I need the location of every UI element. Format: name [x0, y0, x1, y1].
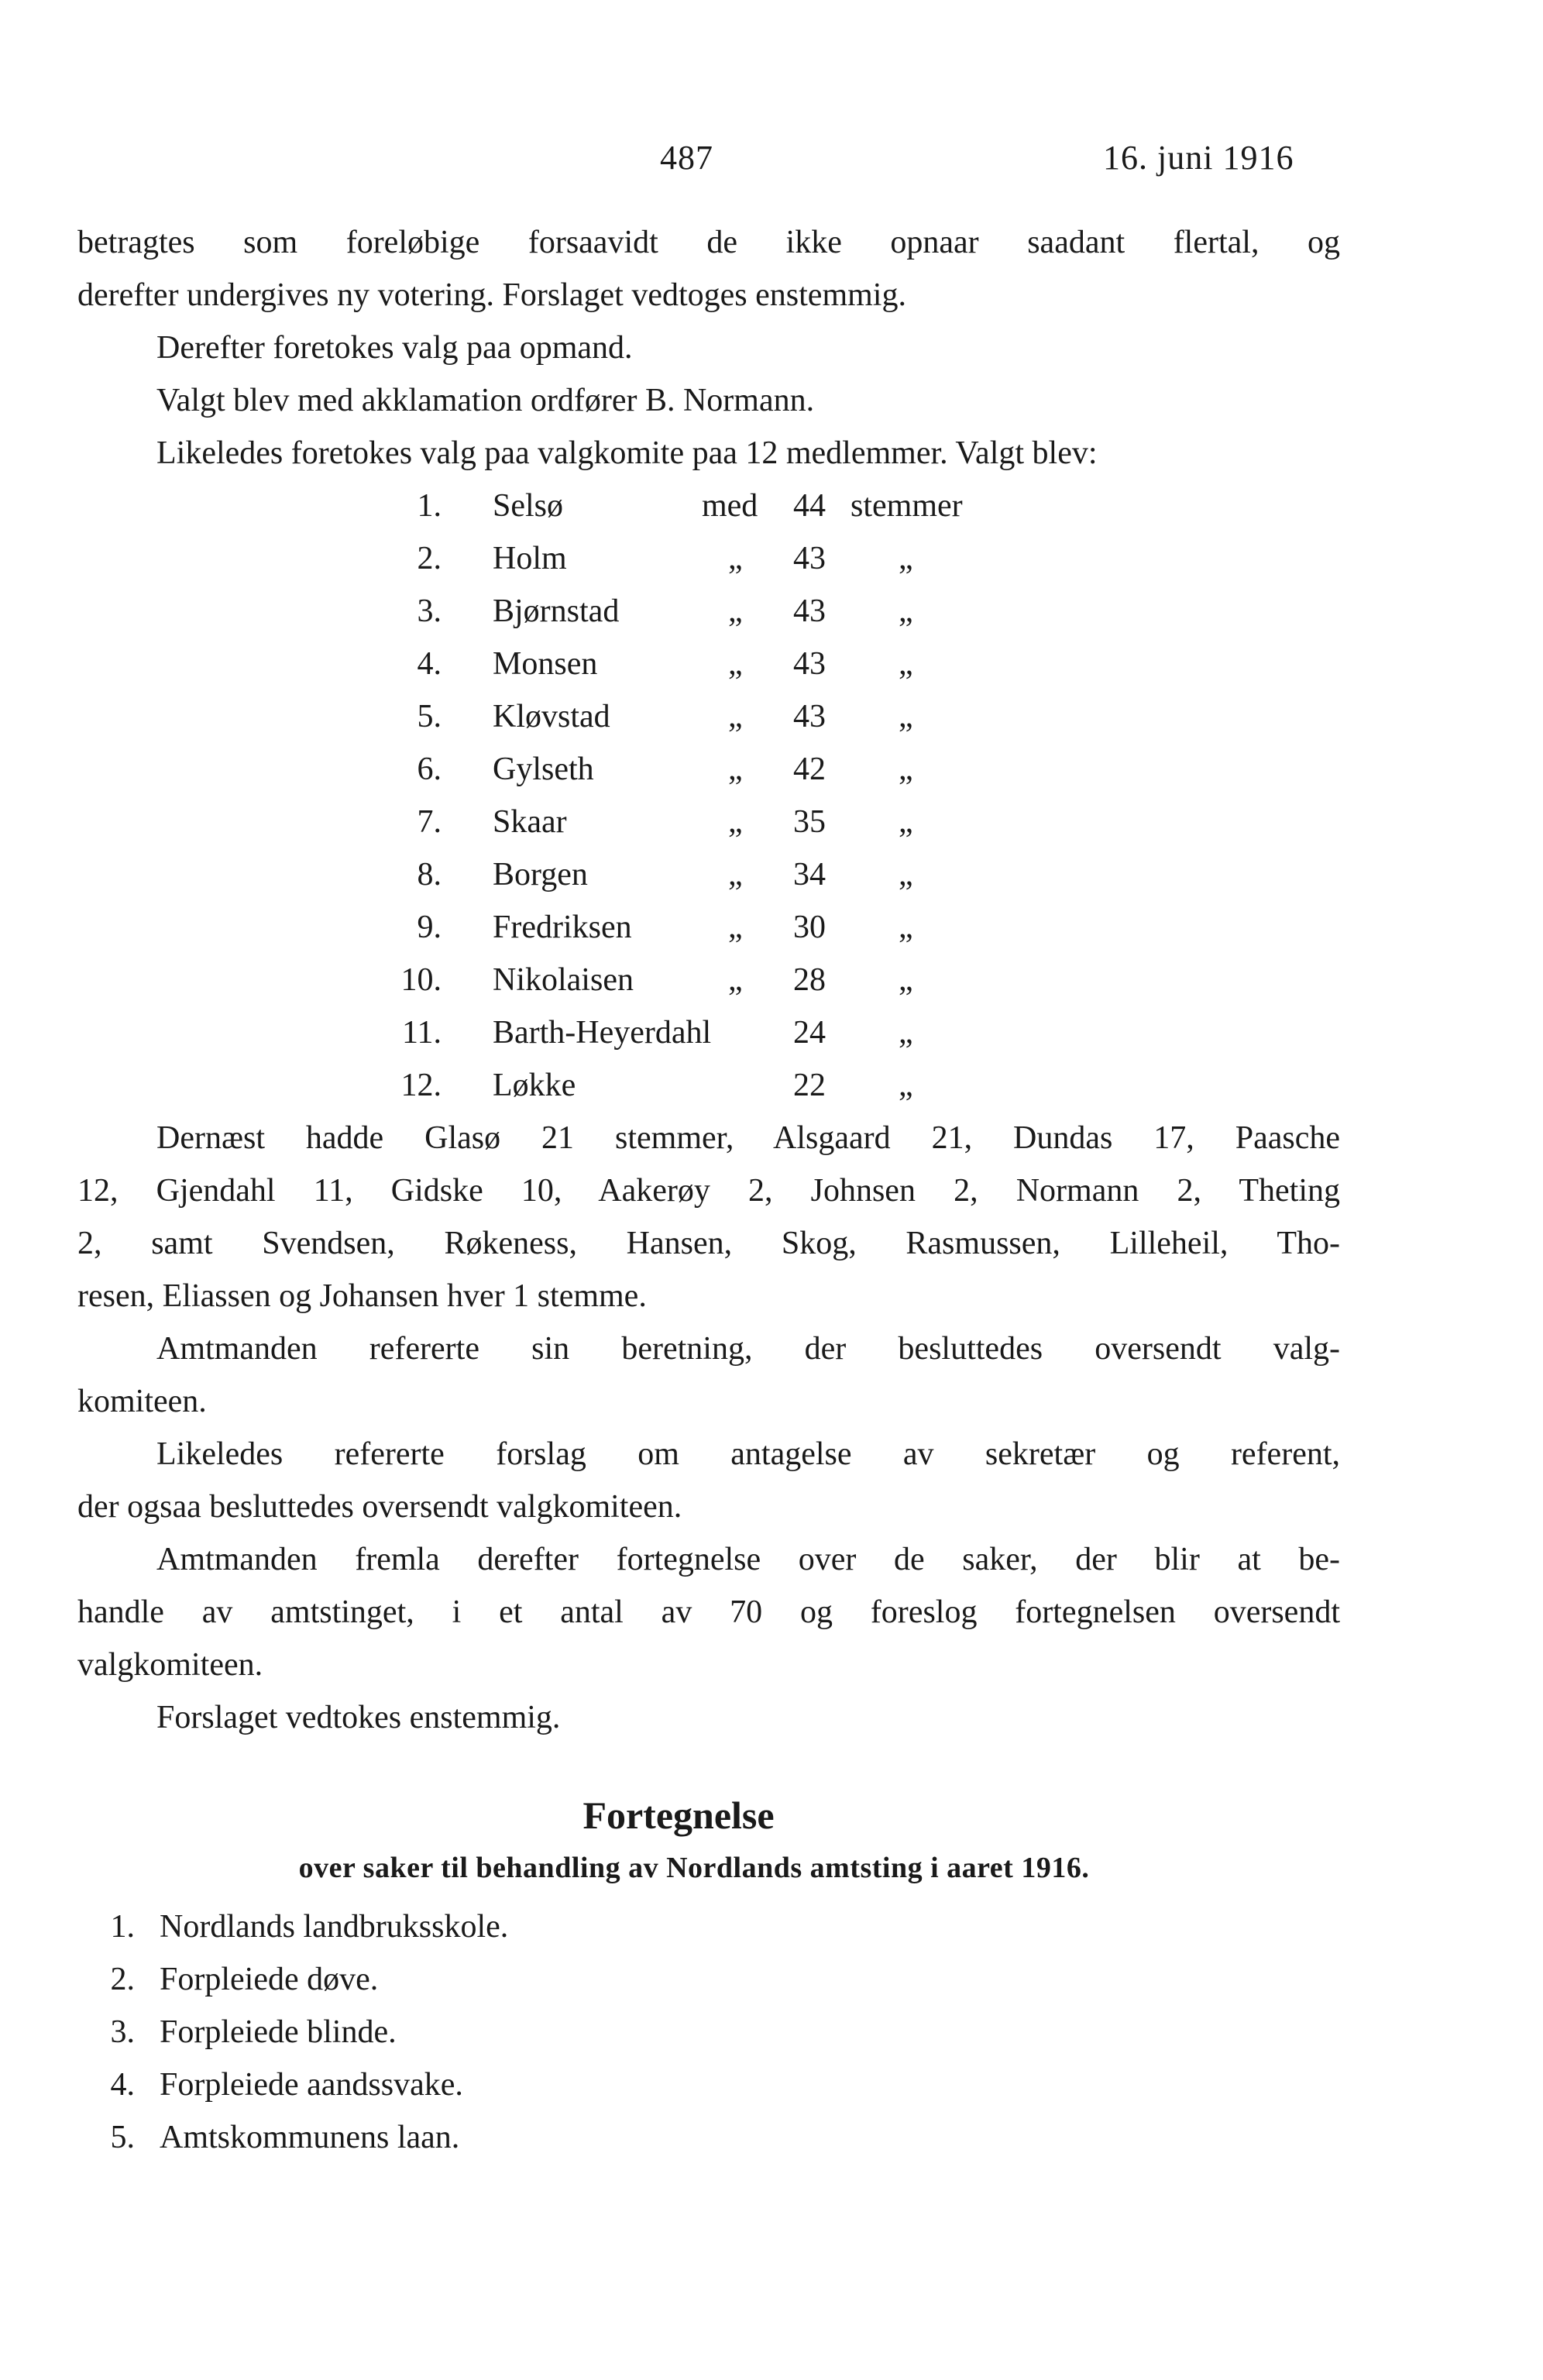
intro-line: Derefter foretokes valg paa opmand.: [156, 330, 633, 366]
vote-name: Gylseth: [493, 751, 594, 787]
body-line: Amtmanden fremla derefter fortegnelse over de saker, der blir at be-: [156, 1542, 1340, 1577]
ditto-mark: „: [899, 751, 913, 787]
agenda-text: Forpleiede blinde.: [160, 2014, 397, 2050]
vote-number: 6.: [417, 751, 442, 787]
agenda-number: 1.: [110, 1909, 135, 1945]
vote-count: 43: [793, 646, 826, 682]
ditto-mark: „: [728, 751, 743, 787]
agenda-text: Forpleiede døve.: [160, 1962, 379, 1997]
body-line: 12, Gjendahl 11, Gidske 10, Aakerøy 2, Johnsen 2, Normann 2, Theting: [77, 1173, 1340, 1209]
intro-line: Valgt blev med akklamation ordfører B. Normann.: [156, 383, 815, 418]
ditto-mark: „: [899, 910, 913, 945]
ditto-mark: „: [728, 646, 743, 682]
ditto-mark: „: [728, 541, 743, 576]
ditto-mark: „: [728, 910, 743, 945]
ditto-mark: „: [728, 699, 743, 734]
ditto-mark: „: [728, 962, 743, 998]
body-line: Likeledes refererte forslag om antagelse av sekretær og referent,: [156, 1436, 1340, 1472]
vote-number: 3.: [417, 593, 442, 629]
vote-number: 12.: [400, 1068, 442, 1103]
ditto-mark: „: [899, 1068, 913, 1103]
body-line: Dernæst hadde Glasø 21 stemmer, Alsgaard 21, Dundas 17, Paasche: [156, 1120, 1340, 1156]
vote-name: Selsø: [493, 488, 564, 524]
page-number: 487: [660, 139, 713, 177]
vote-count: 22: [793, 1068, 826, 1103]
vote-count: 34: [793, 857, 826, 892]
vote-name: Bjørnstad: [493, 593, 620, 629]
ditto-mark: „: [899, 646, 913, 682]
vote-count: 43: [793, 541, 826, 576]
agenda-number: 3.: [110, 2014, 135, 2050]
vote-name: Borgen: [493, 857, 588, 892]
agenda-number: 5.: [110, 2120, 135, 2155]
intro-line: betragtes som foreløbige forsaavidt de ikke opnaar saadant flertal, og: [77, 225, 1340, 260]
ditto-mark: „: [899, 699, 913, 734]
ditto-mark: „: [899, 962, 913, 998]
ditto-mark: „: [899, 593, 913, 629]
agenda-text: Amtskommunens laan.: [160, 2120, 460, 2155]
vote-count: 30: [793, 910, 826, 945]
intro-line: Likeledes foretokes valg paa valgkomite paa 12 medlemmer. Valgt blev:: [156, 435, 1098, 471]
intro-line: derefter undergives ny votering. Forslaget vedtoges enstemmig.: [77, 277, 906, 313]
vote-unit-label: stemmer: [851, 488, 963, 524]
vote-number: 7.: [417, 804, 442, 840]
agenda-text: Forpleiede aandssvake.: [160, 2067, 463, 2103]
vote-count: 44: [793, 488, 826, 524]
vote-name: Kløvstad: [493, 699, 610, 734]
agenda-number: 2.: [110, 1962, 135, 1997]
vote-number: 2.: [417, 541, 442, 576]
section-title: Fortegnelse: [582, 1794, 775, 1837]
vote-number: 4.: [417, 646, 442, 682]
vote-name: Holm: [493, 541, 567, 576]
vote-name: Monsen: [493, 646, 598, 682]
section-subtitle: over saker til behandling av Nordlands amtsting i aaret 1916.: [298, 1852, 1090, 1884]
vote-name: Løkke: [493, 1068, 576, 1103]
ditto-mark: „: [899, 541, 913, 576]
body-line: Amtmanden refererte sin beretning, der besluttedes oversendt valg-: [156, 1331, 1340, 1367]
vote-name: Skaar: [493, 804, 567, 840]
body-line: 2, samt Svendsen, Røkeness, Hansen, Skog, Rasmussen, Lilleheil, Tho-: [77, 1226, 1340, 1261]
agenda-number: 4.: [110, 2067, 135, 2103]
ditto-mark: „: [899, 857, 913, 892]
vote-count: 43: [793, 699, 826, 734]
agenda-text: Nordlands landbruksskole.: [160, 1909, 509, 1945]
vote-number: 11.: [402, 1015, 442, 1051]
vote-count: 28: [793, 962, 826, 998]
vote-number: 9.: [417, 910, 442, 945]
ditto-mark: „: [899, 804, 913, 840]
vote-name: Fredriksen: [493, 910, 632, 945]
vote-count: 24: [793, 1015, 826, 1051]
vote-number: 1.: [417, 488, 442, 524]
body-line: valgkomiteen.: [77, 1647, 263, 1683]
body-line: komiteen.: [77, 1384, 207, 1419]
ditto-mark: „: [728, 857, 743, 892]
vote-number: 10.: [400, 962, 442, 998]
vote-count: 35: [793, 804, 826, 840]
vote-count: 42: [793, 751, 826, 787]
vote-number: 5.: [417, 699, 442, 734]
body-line: der ogsaa besluttedes oversendt valgkomiteen.: [77, 1489, 682, 1525]
ditto-mark: „: [728, 593, 743, 629]
ditto-mark: „: [728, 804, 743, 840]
vote-name: Barth-Heyerdahl: [493, 1015, 712, 1051]
page-date: 16. juni 1916: [1103, 139, 1294, 177]
vote-name: Nikolaisen: [493, 962, 634, 998]
body-line: handle av amtstinget, i et antal av 70 og foreslog fortegnelsen oversendt: [77, 1594, 1340, 1630]
vote-number: 8.: [417, 857, 442, 892]
body-line: Forslaget vedtokes enstemmig.: [156, 1700, 561, 1735]
body-line: resen, Eliassen og Johansen hver 1 stemme.: [77, 1278, 647, 1314]
vote-count: 43: [793, 593, 826, 629]
ditto-mark: „: [899, 1015, 913, 1051]
vote-with-label: med: [702, 488, 758, 524]
